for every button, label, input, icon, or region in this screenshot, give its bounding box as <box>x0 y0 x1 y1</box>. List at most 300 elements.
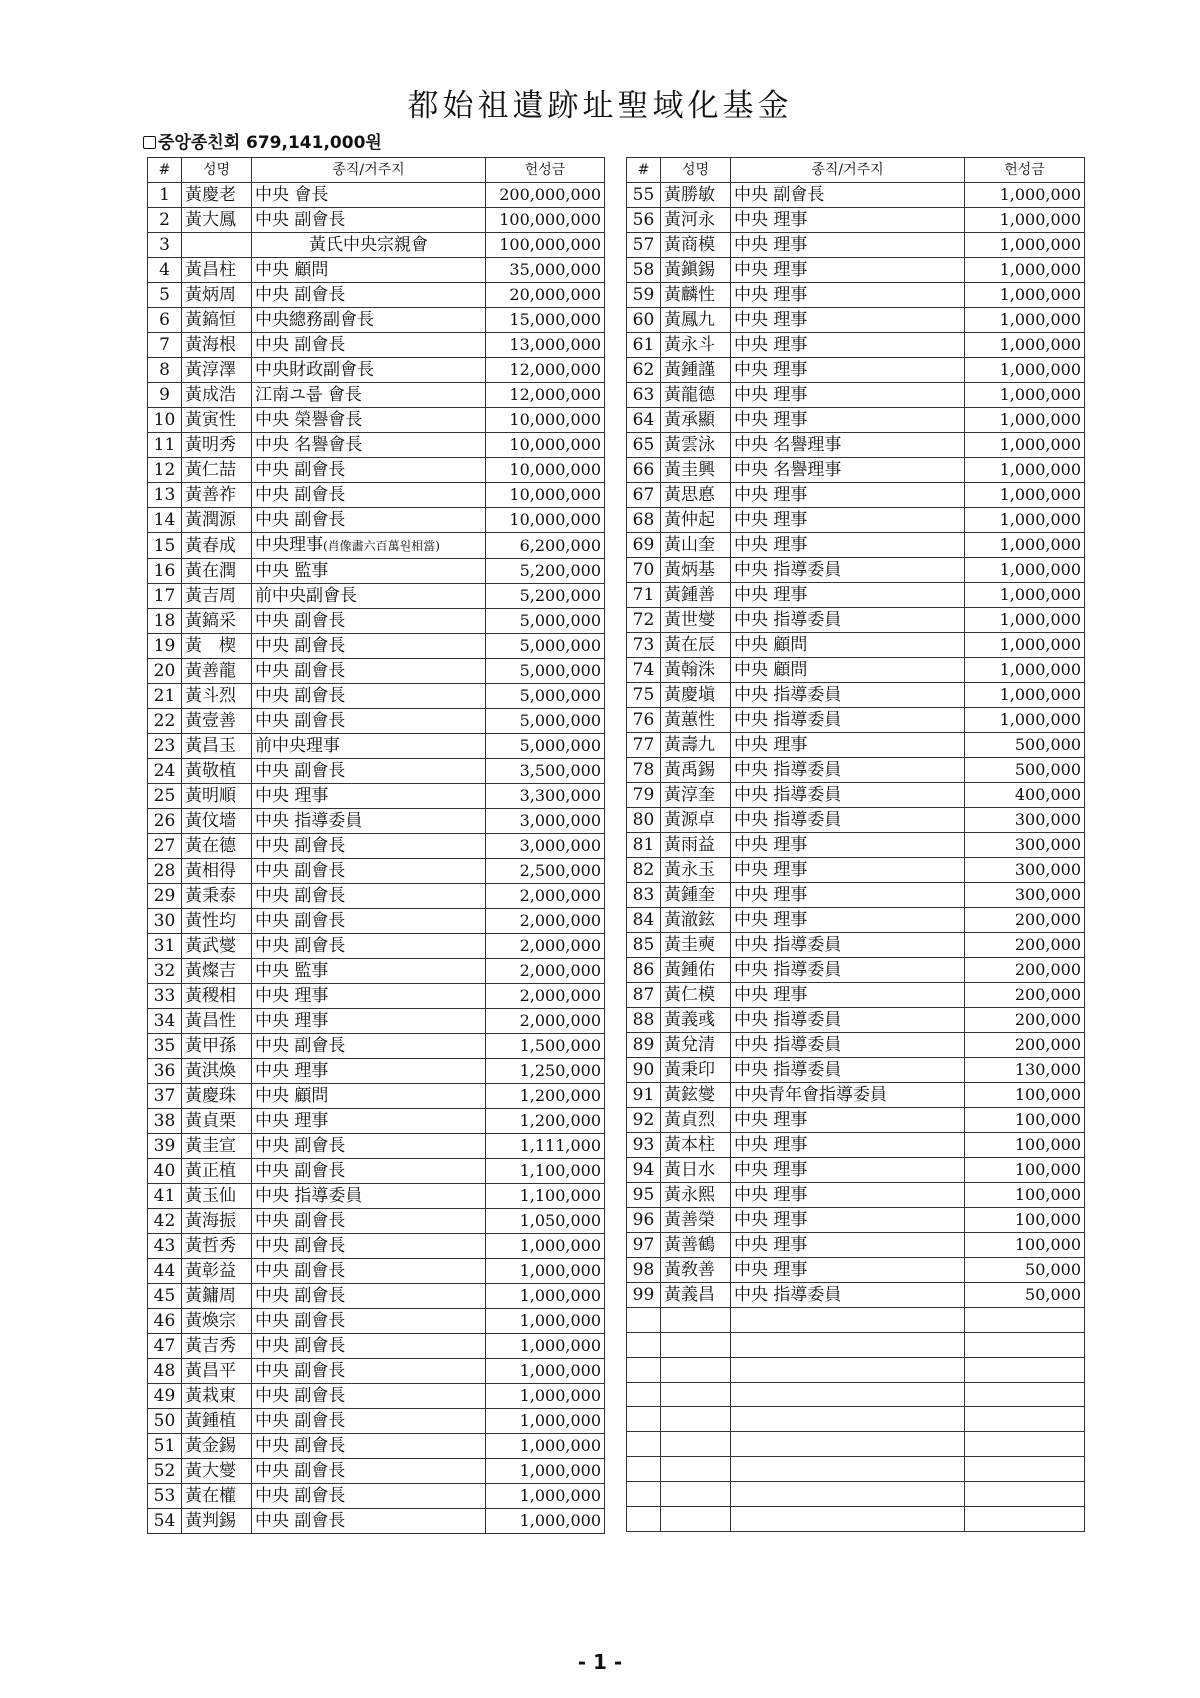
position-cell <box>252 508 486 533</box>
name-cell <box>182 483 252 508</box>
no-cell <box>148 659 182 684</box>
no-cell <box>148 609 182 634</box>
position-cell-text: 中央 名譽理事 <box>734 460 842 480</box>
amount-cell-text: 5,000,000 <box>519 611 601 630</box>
position-cell-text: 中央 副會長 <box>255 1286 346 1306</box>
name-cell-text: 黃永斗 <box>664 335 715 355</box>
position-cell-text: 中央 理事 <box>734 1135 808 1155</box>
header-amount: 헌성금 <box>965 158 1085 183</box>
position-cell <box>252 1409 486 1434</box>
amount-cell-text: 500,000 <box>1014 760 1081 779</box>
name-cell-text: 黃義彧 <box>664 1010 715 1030</box>
table-row <box>148 358 605 383</box>
no-cell-text: 75 <box>632 685 655 705</box>
position-cell <box>731 1233 965 1258</box>
no-cell <box>627 1058 661 1083</box>
amount-cell <box>486 358 605 383</box>
name-cell-text: 黃淳澤 <box>185 360 236 380</box>
position-cell <box>252 1384 486 1409</box>
amount-cell-text: 1,000,000 <box>519 1261 601 1280</box>
no-cell-text: 8 <box>159 360 170 380</box>
no-cell-text: 29 <box>153 886 176 906</box>
position-cell <box>252 433 486 458</box>
position-cell-text: 中央 名譽理事 <box>734 435 842 455</box>
name-cell <box>661 283 731 308</box>
no-cell <box>148 859 182 884</box>
position-cell-text: 中央 指導委員 <box>734 685 842 705</box>
amount-cell <box>486 483 605 508</box>
name-cell <box>182 1084 252 1109</box>
name-cell <box>182 1359 252 1384</box>
name-cell-text: 黃 楔 <box>185 636 236 656</box>
position-cell-text: 中央 顧問 <box>734 660 808 680</box>
position-cell-text: 中央 副會長 <box>255 485 346 505</box>
name-cell-text: 黃善龍 <box>185 661 236 681</box>
name-cell <box>182 759 252 784</box>
position-cell-text: 中央 指導委員 <box>734 710 842 730</box>
table-row <box>627 683 1085 708</box>
position-cell <box>252 559 486 584</box>
amount-cell <box>486 834 605 859</box>
no-cell <box>148 1434 182 1459</box>
table-row <box>148 1384 605 1409</box>
amount-cell <box>965 958 1085 983</box>
name-cell <box>661 433 731 458</box>
empty-table-row <box>627 1332 1085 1357</box>
name-cell <box>661 1133 731 1158</box>
no-cell-text: 38 <box>153 1111 176 1131</box>
name-cell-text: 黃武燮 <box>185 936 236 956</box>
name-cell <box>661 633 731 658</box>
no-cell-text: 32 <box>153 961 176 981</box>
name-cell <box>182 1384 252 1409</box>
name-cell <box>661 233 731 258</box>
no-cell-text: 24 <box>153 761 176 781</box>
no-cell <box>148 383 182 408</box>
position-cell-text: 中央 副會長 <box>255 886 346 906</box>
table-row <box>148 433 605 458</box>
no-cell-text: 36 <box>153 1061 176 1081</box>
no-cell <box>627 183 661 208</box>
table-row <box>627 283 1085 308</box>
no-cell-text: 57 <box>632 235 655 255</box>
no-cell-text: 1 <box>159 185 170 205</box>
section-heading <box>143 128 382 153</box>
table-row <box>148 508 605 533</box>
no-cell-text: 22 <box>153 711 176 731</box>
no-cell <box>627 958 661 983</box>
amount-cell <box>965 1382 1085 1407</box>
name-cell <box>182 408 252 433</box>
amount-cell <box>965 1481 1085 1506</box>
table-row <box>627 858 1085 883</box>
position-cell <box>731 233 965 258</box>
name-cell <box>182 208 252 233</box>
table-row <box>627 1283 1085 1308</box>
position-cell <box>252 934 486 959</box>
no-cell <box>148 1184 182 1209</box>
no-cell-text: 62 <box>632 360 655 380</box>
name-cell-text: 黃吉周 <box>185 586 236 606</box>
no-cell-text: 5 <box>159 285 170 305</box>
no-cell-text: 69 <box>632 535 655 555</box>
position-cell <box>731 283 965 308</box>
position-cell-text: 中央 副會長 <box>255 1361 346 1381</box>
position-cell <box>252 233 486 258</box>
name-cell-text: 黃淳奎 <box>664 785 715 805</box>
amount-cell <box>486 333 605 358</box>
amount-cell <box>486 208 605 233</box>
name-cell-text: 黃源卓 <box>664 810 715 830</box>
amount-cell <box>486 183 605 208</box>
name-cell <box>182 584 252 609</box>
amount-cell-text: 1,000,000 <box>999 635 1081 654</box>
table-row <box>627 708 1085 733</box>
no-cell-text: 77 <box>632 735 655 755</box>
position-cell-text: 中央 理事 <box>734 1185 808 1205</box>
amount-cell-text: 13,000,000 <box>509 335 601 354</box>
no-cell-text: 76 <box>632 710 655 730</box>
name-cell-text: 黃鍾奎 <box>664 885 715 905</box>
amount-cell-text: 1,000,000 <box>999 335 1081 354</box>
position-cell <box>731 883 965 908</box>
position-cell <box>731 983 965 1008</box>
name-cell <box>182 433 252 458</box>
name-cell-text: 黃鎬采 <box>185 611 236 631</box>
no-cell <box>148 1209 182 1234</box>
table-row <box>148 909 605 934</box>
position-cell <box>731 833 965 858</box>
position-cell-text: 中央 副會長 <box>255 1311 346 1331</box>
no-cell-text: 88 <box>632 1010 655 1030</box>
position-cell <box>252 283 486 308</box>
no-cell-text: 37 <box>153 1086 176 1106</box>
no-cell <box>627 683 661 708</box>
amount-cell-text: 1,000,000 <box>999 610 1081 629</box>
amount-cell-text: 15,000,000 <box>509 310 601 329</box>
no-cell <box>148 1309 182 1334</box>
position-cell <box>731 1058 965 1083</box>
position-cell <box>252 358 486 383</box>
table-row <box>627 483 1085 508</box>
position-cell <box>252 1134 486 1159</box>
no-cell-text: 79 <box>632 785 655 805</box>
position-cell <box>252 959 486 984</box>
no-cell-text: 49 <box>153 1386 176 1406</box>
position-cell-text: 中央理事 <box>255 535 323 555</box>
amount-cell-text: 1,000,000 <box>519 1461 601 1480</box>
table-row <box>627 1083 1085 1108</box>
amount-cell-text: 50,000 <box>1025 1285 1081 1304</box>
table-row <box>148 233 605 258</box>
position-cell <box>731 408 965 433</box>
name-cell <box>182 383 252 408</box>
amount-cell-text: 1,000,000 <box>999 260 1081 279</box>
position-cell-text: 中央 理事 <box>734 1160 808 1180</box>
position-cell-text: 中央 理事 <box>734 535 808 555</box>
no-cell-text: 50 <box>153 1411 176 1431</box>
amount-cell <box>486 959 605 984</box>
name-cell-text: 黃貞烈 <box>664 1110 715 1130</box>
amount-cell <box>486 934 605 959</box>
position-cell <box>252 634 486 659</box>
table-row <box>627 258 1085 283</box>
amount-cell-text: 1,000,000 <box>999 510 1081 529</box>
position-cell <box>252 1034 486 1059</box>
name-cell-text: 黃大燮 <box>185 1461 236 1481</box>
amount-cell-text: 1,000,000 <box>999 210 1081 229</box>
position-cell <box>731 808 965 833</box>
no-cell <box>148 559 182 584</box>
table-row <box>627 808 1085 833</box>
no-cell <box>627 1481 661 1506</box>
amount-cell-text: 1,000,000 <box>519 1361 601 1380</box>
position-cell <box>731 908 965 933</box>
name-cell <box>661 783 731 808</box>
name-cell-text: 黃思悳 <box>664 485 715 505</box>
table-row <box>627 333 1085 358</box>
position-cell <box>731 1283 965 1308</box>
amount-cell-text: 1,000,000 <box>519 1336 601 1355</box>
amount-cell-text: 5,200,000 <box>519 586 601 605</box>
position-cell-text: 中央 指導委員 <box>734 1010 842 1030</box>
amount-cell-text: 1,000,000 <box>999 560 1081 579</box>
empty-table-row <box>627 1308 1085 1333</box>
position-cell <box>252 183 486 208</box>
amount-cell <box>965 558 1085 583</box>
position-cell <box>731 1457 965 1482</box>
no-cell <box>627 1308 661 1333</box>
table-row <box>627 533 1085 558</box>
position-cell-text: 中央 理事 <box>734 485 808 505</box>
position-cell <box>731 1357 965 1382</box>
no-cell-text: 26 <box>153 811 176 831</box>
name-cell-text: 黃壹善 <box>185 711 236 731</box>
amount-cell <box>965 1432 1085 1457</box>
table-row <box>148 1234 605 1259</box>
position-cell-text: 中央 名譽會長 <box>255 435 363 455</box>
no-cell-text: 43 <box>153 1236 176 1256</box>
amount-cell <box>486 584 605 609</box>
no-cell <box>148 508 182 533</box>
position-cell-text: 中央 指導委員 <box>734 760 842 780</box>
no-cell-text: 47 <box>153 1336 176 1356</box>
no-cell <box>148 1284 182 1309</box>
amount-cell-text: 2,000,000 <box>519 886 601 905</box>
name-cell-text: 黃仲起 <box>664 510 715 530</box>
amount-cell <box>486 258 605 283</box>
name-cell <box>182 1234 252 1259</box>
amount-cell <box>486 383 605 408</box>
amount-cell <box>965 933 1085 958</box>
position-cell-text: 中央 理事 <box>734 835 808 855</box>
name-cell <box>661 183 731 208</box>
amount-cell-text: 1,050,000 <box>519 1211 601 1230</box>
amount-cell-text: 500,000 <box>1014 735 1081 754</box>
no-cell-text: 20 <box>153 661 176 681</box>
amount-cell <box>965 358 1085 383</box>
amount-cell-text: 1,000,000 <box>519 1486 601 1505</box>
name-cell <box>661 983 731 1008</box>
name-cell <box>661 858 731 883</box>
no-cell-text: 93 <box>632 1135 655 1155</box>
header-name: 성명 <box>661 158 731 183</box>
amount-cell <box>486 884 605 909</box>
position-cell <box>252 1159 486 1184</box>
name-cell-text: 黃吉秀 <box>185 1336 236 1356</box>
position-cell-text: 中央 理事 <box>734 260 808 280</box>
amount-cell-text: 300,000 <box>1014 810 1081 829</box>
name-cell <box>182 684 252 709</box>
position-cell <box>252 859 486 884</box>
no-cell <box>627 1183 661 1208</box>
amount-cell <box>486 559 605 584</box>
amount-cell-text: 1,000,000 <box>999 485 1081 504</box>
amount-cell <box>965 658 1085 683</box>
position-cell-text: 中央 指導委員 <box>734 810 842 830</box>
position-cell <box>252 258 486 283</box>
no-cell <box>148 533 182 559</box>
name-cell <box>661 533 731 558</box>
no-cell <box>148 208 182 233</box>
position-cell <box>252 1359 486 1384</box>
name-cell <box>661 1332 731 1357</box>
amount-cell <box>486 1234 605 1259</box>
amount-cell-text: 100,000,000 <box>499 210 601 229</box>
no-cell <box>148 1159 182 1184</box>
name-cell-text: 黃麟性 <box>664 285 715 305</box>
amount-cell <box>486 1384 605 1409</box>
table-row <box>148 1259 605 1284</box>
position-cell <box>252 1334 486 1359</box>
amount-cell-text: 1,000,000 <box>999 660 1081 679</box>
table-row <box>148 1009 605 1034</box>
position-cell <box>731 1208 965 1233</box>
no-cell <box>148 709 182 734</box>
table-row <box>627 608 1085 633</box>
amount-cell <box>965 1258 1085 1283</box>
table-row <box>627 758 1085 783</box>
position-cell-text: 中央 副會長 <box>255 1236 346 1256</box>
position-cell <box>731 1133 965 1158</box>
name-cell-text: 黃鍾植 <box>185 1411 236 1431</box>
position-cell <box>731 383 965 408</box>
name-cell-text: 黃甲孫 <box>185 1036 236 1056</box>
donor-table-right <box>626 157 1085 1532</box>
no-cell-text: 65 <box>632 435 655 455</box>
position-cell-text: 中央 理事 <box>734 310 808 330</box>
position-cell-text: 中央 副會長 <box>255 936 346 956</box>
position-cell <box>731 458 965 483</box>
no-cell <box>627 833 661 858</box>
amount-cell <box>965 1332 1085 1357</box>
position-cell-text: 中央 指導委員 <box>734 935 842 955</box>
no-cell <box>627 433 661 458</box>
table-row <box>627 733 1085 758</box>
name-cell <box>182 734 252 759</box>
position-cell <box>252 483 486 508</box>
name-cell <box>661 1506 731 1531</box>
name-cell-text: 黃正植 <box>185 1161 236 1181</box>
position-cell <box>731 1083 965 1108</box>
no-cell-text: 97 <box>632 1235 655 1255</box>
position-cell-text: 中央 副會長 <box>255 836 346 856</box>
amount-cell <box>965 458 1085 483</box>
amount-cell-text: 300,000 <box>1014 885 1081 904</box>
name-cell <box>661 1083 731 1108</box>
no-cell-text: 7 <box>159 335 170 355</box>
position-cell <box>731 333 965 358</box>
name-cell-text: 黃金錫 <box>185 1436 236 1456</box>
position-cell-text: 中央 副會長 <box>255 1336 346 1356</box>
amount-cell-text: 100,000 <box>1014 1210 1081 1229</box>
position-cell <box>731 1158 965 1183</box>
position-cell-text: 中央 理事 <box>734 335 808 355</box>
name-cell <box>182 1334 252 1359</box>
no-cell <box>148 1234 182 1259</box>
amount-cell-text: 1,000,000 <box>519 1411 601 1430</box>
amount-cell <box>486 984 605 1009</box>
name-cell <box>661 558 731 583</box>
amount-cell-text: 200,000 <box>1014 935 1081 954</box>
position-cell <box>252 884 486 909</box>
table-row <box>627 783 1085 808</box>
no-cell <box>148 1409 182 1434</box>
amount-cell <box>486 759 605 784</box>
position-cell <box>731 583 965 608</box>
no-cell <box>627 1283 661 1308</box>
empty-table-row <box>627 1481 1085 1506</box>
name-cell-text: 黃善鶴 <box>664 1235 715 1255</box>
table-row <box>627 508 1085 533</box>
amount-cell-text: 1,000,000 <box>999 235 1081 254</box>
table-header-row <box>148 158 605 183</box>
name-cell-text: 黃慶塡 <box>664 685 715 705</box>
position-cell-text: 中央 副會長 <box>255 1136 346 1156</box>
amount-cell <box>965 758 1085 783</box>
amount-cell <box>965 1183 1085 1208</box>
position-cell <box>731 658 965 683</box>
no-cell-text: 12 <box>153 460 176 480</box>
position-cell-text: 中央 理事 <box>734 885 808 905</box>
position-cell <box>252 408 486 433</box>
no-cell <box>627 908 661 933</box>
amount-cell <box>965 1457 1085 1482</box>
name-cell-text: 黃圭奭 <box>664 935 715 955</box>
no-cell-text: 94 <box>632 1160 655 1180</box>
name-cell-text: 黃判錫 <box>185 1511 236 1531</box>
no-cell-text: 17 <box>153 586 176 606</box>
amount-cell <box>486 1334 605 1359</box>
name-cell-text: 黃昌平 <box>185 1361 236 1381</box>
amount-cell <box>965 258 1085 283</box>
no-cell <box>627 383 661 408</box>
no-cell-text: 55 <box>632 185 655 205</box>
position-cell-text: 前中央副會長 <box>255 586 357 606</box>
no-cell <box>148 1134 182 1159</box>
amount-cell <box>965 808 1085 833</box>
position-cell-text: 中央 監事 <box>255 961 329 981</box>
name-cell-text: 黃敎善 <box>664 1260 715 1280</box>
amount-cell <box>965 683 1085 708</box>
amount-cell <box>486 684 605 709</box>
amount-cell-text: 5,000,000 <box>519 636 601 655</box>
no-cell <box>148 258 182 283</box>
no-cell-text: 28 <box>153 861 176 881</box>
no-cell <box>148 884 182 909</box>
amount-cell <box>486 233 605 258</box>
amount-cell-text: 5,000,000 <box>519 736 601 755</box>
